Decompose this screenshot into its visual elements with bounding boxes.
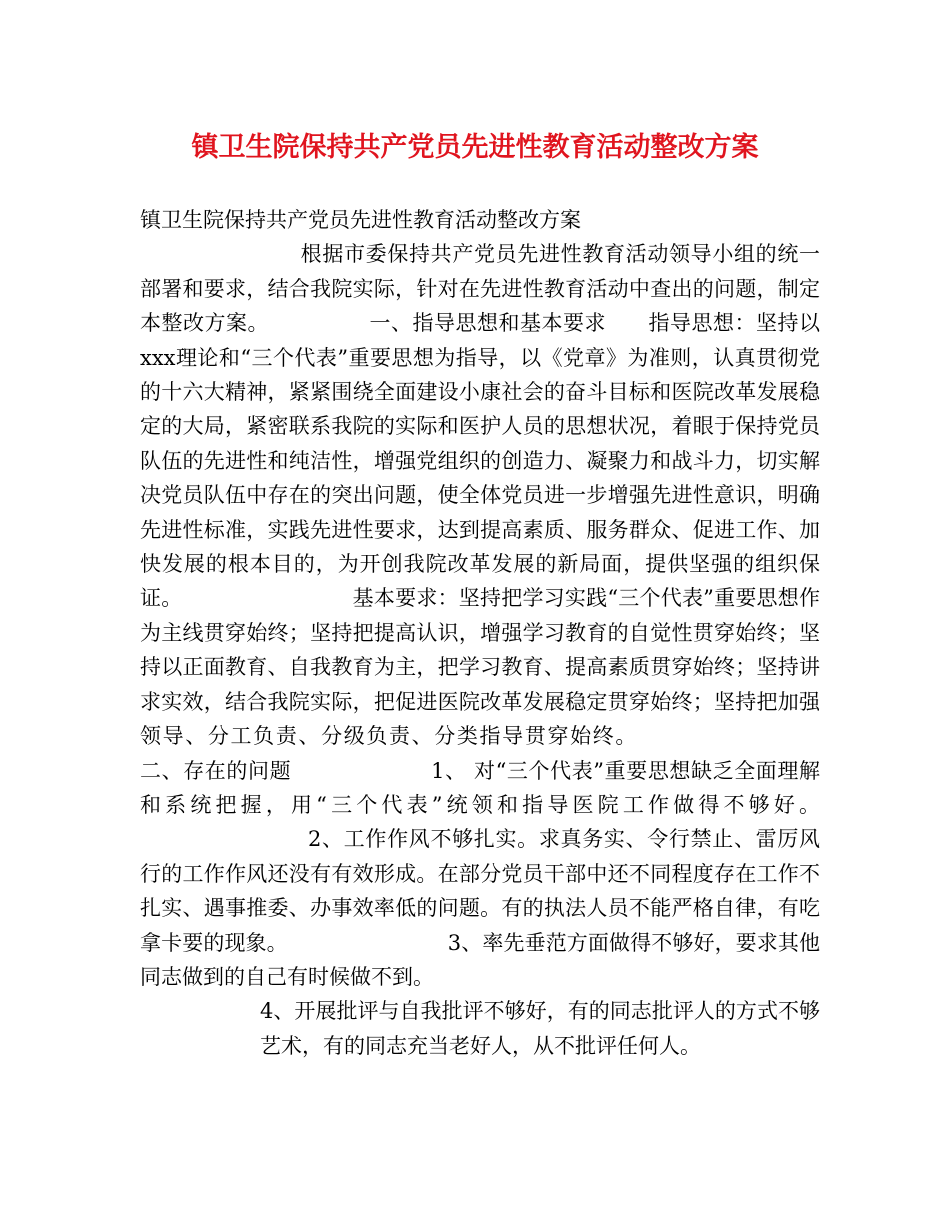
basic-requirements: 基本要求：坚持把学习实践“三个代表”重要思想作为主线贯穿始终；坚持把提高认识，增强学习教育的自觉性贯穿始终；坚持以正面教育、自我教育为主，把学习教育、提高素质贯穿始终；坚持讲求实效，结合我院实际，把促进医院改革发展稳定贯穿始终；坚持把加强领导、分工负责、分级负责、分类指导贯穿始终。 — [140, 586, 820, 749]
guiding-text: 坚持以xxx理论和“三个代表”重要思想为指导，以《党章》为准则，认真贯彻党的十六大精神，紧紧围绕全面建设小康社会的奋斗目标和医院改革发展稳定的大局，紧密联系我院的实际和医护人员的思想状况，着眼于保持党员队伍的先进性和纯洁性，增强党组织的创造力、凝聚力和战斗力，切实解决党员队伍中存在的突出问题，使全体党员进一步增强先进性意识，明确先进性标准，实践先进性要求，达到提高素质、服务群众、促进工作、加快发展的根本目的，为开创我院改革发展的新局面，提供坚强的组织保证。 — [140, 311, 820, 611]
intro-text: 根据市委保持共产党员先进性教育活动领导小组的统一部署和要求，结合我院实际，针对在先进性教育活动中查出的问题，制定本整改方案。 — [140, 242, 820, 336]
section2-heading: 二、存在的问题 — [140, 758, 292, 783]
document-body — [140, 203, 820, 1063]
problem-4: 4、开展批评与自我批评不够好，有的同志批评人的方式不够艺术，有的同志充当老好人，从不批评任何人。 — [260, 999, 820, 1058]
main-paragraph — [140, 203, 820, 994]
problem-2: 2、工作作风不够扎实。求真务实、令行禁止、雷厉风行的工作作风还没有有效形成。在部分党员干部中还不同程度存在工作不扎实、遇事推委、办事效率低的问题。有的执法人员不能严格自律，有吃拿卡要的现象。 — [140, 827, 820, 955]
problem-1: 1、 对“三个代表”重要思想缺乏全面理解和系统把握，用“三个代表”统领和指导医院工作做得不够好。 — [140, 758, 820, 817]
document-subtitle: 镇卫生院保持共产党员先进性教育活动整改方案 — [140, 208, 581, 232]
section1-heading: 一、指导思想和基本要求 — [369, 311, 606, 336]
problem-3: 3、率先垂范方面做得不够好，要求其他同志做到的自己有时候做不到。 — [140, 930, 821, 989]
guiding-label: 指导思想： — [648, 311, 756, 336]
document-title: 镇卫生院保持共产党员先进性教育活动整改方案 — [191, 132, 759, 163]
